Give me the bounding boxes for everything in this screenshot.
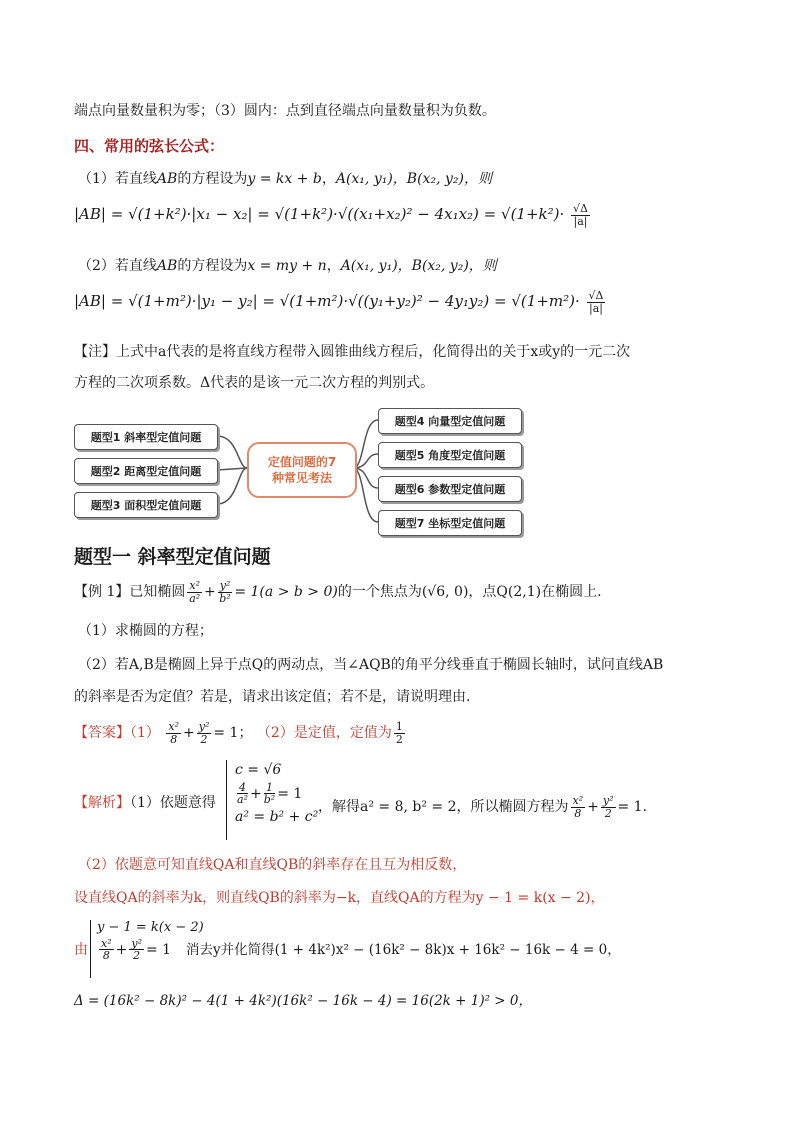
solution-system-2: y − 1 = k(x − 2) $\frac{\text{x²}}{8}$ + $\frac{\text{y²}}{2}$ = 1 [90, 920, 204, 978]
mindmap-node-type-4: 题型4 向量型定值问题 [378, 408, 522, 434]
solution-label: 【解析】（1）依题意得 [74, 795, 216, 811]
solution-line-4: 消去y并化简得(1 + 4k²)x² − (16k² − 8k)x + 16k² − 16k − 4 = 0， [186, 942, 621, 958]
formula-1: |AB| = √(1+k²)·|x₁ − x₂| = √(1+k²)·√((x₁+x₂)² − 4x₁x₂) = √(1+k²)· $\frac{√\Delta}{|a|}$ [74, 202, 588, 228]
mindmap-node-type-2: 题型2 距离型定值问题 [74, 458, 218, 484]
solution-result: ，解得a² = 8, b² = 2，所以椭圆方程为 $\frac{\text{x²}}{8}$ + $\frac{\text{y²}}{2}$ = 1. [318, 794, 648, 820]
section-title: 题型一 斜率型定值问题 [74, 546, 271, 568]
mindmap-node-type-3: 题型3 面积型定值问题 [74, 492, 218, 518]
note-line-1: 【注】上式中a代表的是将直线方程带入圆锥曲线方程后，化简得出的关于x或y的一元二次 [74, 344, 631, 360]
example-1-statement: 【例 1】已知椭圆 $\frac{\text{x²}}{\text{a²}}$ + $\frac{\text{y²}}{\text{b²}}$ = 1(a > b > 0)的一个焦点为(√6, 0)，点Q(2,1)在椭圆上. [74, 579, 602, 605]
mindmap-node-type-1: 题型1 斜率型定值问题 [74, 424, 218, 450]
solution-line-5: Δ = (16k² − 8k)² − 4(1 + 4k²)(16k² − 16k − 4) = 16(2k + 1)² > 0， [74, 993, 532, 1009]
solution-line-4-you: 由 [74, 942, 88, 958]
question-2-line-1: （2）若A,B是椭圆上异于点Q的两动点，当∠AQB的角平分线垂直于椭圆长轴时，试问直线AB [78, 657, 664, 673]
text-line-1: 端点向量数量积为零；（3）圆内：点到直径端点向量数量积为负数。 [74, 103, 496, 119]
note-line-2: 方程的二次项系数。Δ代表的是该一元二次方程的判别式。 [74, 375, 435, 391]
mindmap-center-node: 定值问题的7 种常见考法 [247, 442, 357, 498]
formula-2-intro: （2）若直线AB的方程设为x = my + n，A(x₁, y₁)，B(x₂, y₂)，则 [78, 258, 497, 274]
mindmap-node-type-6: 题型6 参数型定值问题 [378, 476, 522, 502]
mindmap-node-type-7: 题型7 坐标型定值问题 [378, 510, 522, 536]
formula-1-intro: （1）若直线AB的方程设为y = kx + b，A(x₁, y₁)，B(x₂, y₂)，则 [78, 171, 492, 187]
solution-system: c = √6 $\frac{4}{\text{a²}}$ + $\frac{1}{\text{b²}}$ = 1 a² = b² + c² [226, 760, 318, 840]
answer-line: 【答案】（1） $\frac{\text{x²}}{8}$ + $\frac{\text{y²}}{2}$ = 1； （2）是定值，定值为 $\frac{1}{2}$ [74, 720, 403, 746]
solution-line-2: （2）依题意可知直线QA和直线QB的斜率存在且互为相反数， [78, 857, 467, 873]
section-heading-4: 四、常用的弦长公式： [74, 137, 225, 155]
mindmap-node-type-5: 题型5 角度型定值问题 [378, 442, 522, 468]
question-2-line-2: 的斜率是否为定值？若是，请求出该定值；若不是，请说明理由. [74, 689, 471, 705]
solution-line-3: 设直线QA的斜率为k，则直线QB的斜率为−k，直线QA的方程为y − 1 = k(x − 2)， [74, 890, 605, 906]
question-1: （1）求椭圆的方程； [78, 623, 213, 639]
formula-2: |AB| = √(1+m²)·|y₁ − y₂| = √(1+m²)·√((y₁+y₂)² − 4y₁y₂) = √(1+m²)· $\frac{√\Delta}{|a|}$ [74, 289, 604, 315]
